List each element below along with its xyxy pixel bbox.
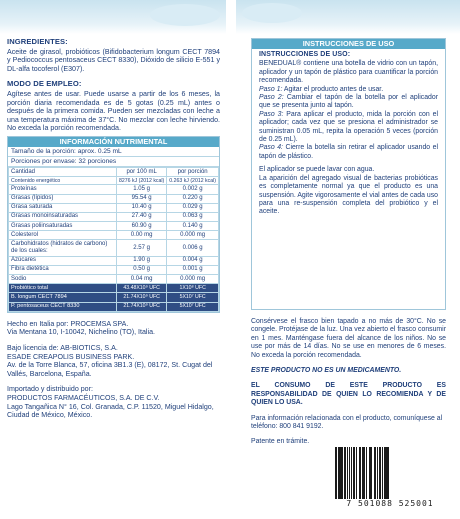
nutrition-row [9, 284, 219, 293]
nutrition-row [9, 240, 219, 256]
step-item [259, 94, 438, 111]
decorative-shape [242, 3, 302, 23]
nutrition-row [9, 222, 219, 231]
nutrient-value: 10.40 g [117, 203, 167, 212]
column-header: por 100 mL [117, 167, 167, 176]
license-park: ESADE CREAPOLIS BUSINESS PARK. [7, 352, 135, 361]
decorative-shape [150, 4, 220, 26]
step-number: Paso 2: [259, 94, 284, 102]
nutrient-value: 0.000 mg [167, 275, 219, 284]
nutrient-name: Contenido energético [9, 177, 117, 185]
patent-text: Patente en trámite. [251, 438, 310, 446]
nutrient-name: Carbohidratos (hidratos de carbono) de los cuales: [9, 240, 117, 256]
nutrient-value: 0.220 g [167, 194, 219, 203]
column-header: por porción [167, 167, 219, 176]
importer-address: Lago Tangañica N° 16, Col. Granada, C.P. 11520, Miguel Hidalgo, Ciudad de México, México. [7, 402, 214, 420]
made-in: Hecho en Italia por: PROCEMSA SPA. [7, 319, 129, 328]
nutrition-row [9, 293, 219, 302]
nutrient-value: 95.54 g [117, 194, 167, 203]
nutrient-value: 27.40 g [117, 212, 167, 221]
nutrient-value: 2.57 g [117, 240, 167, 256]
instructions-title: INSTRUCCIONES DE USO [252, 39, 445, 49]
nutrient-name: Grasas (lípidos) [9, 194, 117, 203]
storage-text: Consérvese el frasco bien tapado a no más de 30°C. No se congele. Protéjase de la luz. Una vez abierto el frasco consumir en 1 mes. Manténgase fuera del alcance de los niños. No se use por más de 14 días. No se use en menores de 6 meses. No exceda la porción recomendada. [251, 318, 446, 359]
nutrition-row [9, 265, 219, 274]
nutrient-name: Grasas poliinsaturadas [9, 222, 117, 231]
usage-text: Agítese antes de usar. Puede usarse a partir de los 6 meses, la porción diaria recomendada es de 5 gotas (0.25 mL) antes o después de la primera comida. Pueden ser mezcladas con leche a una temperatura máxima de 37°C. No mezclar con leche hirviendo. No exceda la porción recomendada. [7, 89, 220, 133]
portions-per-pack: Porciones por envase: 32 porciones [8, 157, 219, 167]
nutrient-value: 5X10⁷ UFC [167, 293, 219, 302]
nutrient-name: Sodio [9, 275, 117, 284]
nutrition-row [9, 231, 219, 240]
nutrient-value: 0.04 mg [117, 275, 167, 284]
nutrition-row [9, 302, 219, 311]
instructions-box [251, 38, 446, 310]
wash-note: El aplicador se puede lavar con agua. [259, 166, 375, 174]
step-item [259, 111, 438, 145]
nutrient-value: 1X10⁸ UFC [167, 284, 219, 293]
nutrient-name: Proteínas [9, 185, 117, 194]
usage-heading: MODO DE EMPLEO: [7, 79, 82, 89]
instructions-heading: INSTRUCCIONES DE USO: [259, 51, 351, 58]
step-number: Paso 3: [259, 110, 284, 118]
column-header: Cantidad [9, 167, 117, 176]
nutrition-table [7, 136, 220, 313]
barcode-bars [335, 447, 445, 499]
step-text: Para aplicar el producto, mida la porción con el aplicador; cada vez que se presiona el administrador se suministran 0.05 mL, repita la operación 5 veces (porción de 0.25 mL). [259, 110, 438, 144]
step-number: Paso 1: [259, 85, 283, 93]
step-number: Paso 4: [259, 144, 283, 152]
nutrient-value: 0.004 g [167, 256, 219, 265]
step-item [259, 144, 438, 161]
made-in-address: Via Mentana 10, I-10042, Nichelino (TO), Italia. [7, 328, 155, 337]
nutrient-value: 1.90 g [117, 256, 167, 265]
nutrition-row [9, 203, 219, 212]
barcode-bar [388, 447, 389, 499]
step-text: Agitar el producto antes de usar. [283, 85, 384, 93]
nutrition-row [9, 185, 219, 194]
nutrition-grid [8, 167, 219, 312]
nutrient-value: 0.263 kJ (2012 kcal) [167, 177, 219, 185]
left-content [7, 38, 220, 420]
nutrient-value: 21.74X10⁹ UFC [117, 293, 167, 302]
license: Bajo licencia de: AB-BIOTICS, S.A. [7, 343, 118, 352]
nutrition-header-row [9, 167, 219, 176]
right-panel [236, 0, 460, 519]
nutrient-name: Grasas monoinsaturadas [9, 212, 117, 221]
ingredients-heading: INGREDIENTES: [7, 37, 68, 46]
nutrition-row [9, 275, 219, 284]
barcode-number: 7 501088 525001 [346, 499, 434, 508]
nutrient-value: 0.002 g [167, 185, 219, 194]
nutrient-value: 0.029 g [167, 203, 219, 212]
responsibility-text: EL CONSUMO DE ESTE PRODUCTO ES RESPONSABILIDAD DE QUIEN LO RECOMIENDA Y DE QUIEN LO USA. [251, 382, 446, 407]
nutrient-value: 43.48X10⁹ UFC [117, 284, 167, 293]
ingredients-text: Aceite de girasol, probióticos (Bifidobacterium longum CECT 7894 y Pediococcus pentosaceus CECT 8330), Dióxido de silicio E-551 y DL-alfa tocoferol (E307). [7, 47, 220, 73]
nutrient-value: 5X10⁷ UFC [167, 302, 219, 311]
step-text: Cierre la botella sin retirar el aplicador usando el tapón de plástico. [259, 144, 438, 160]
nutrition-title: INFORMACIÓN NUTRIMENTAL [8, 137, 219, 147]
nutrient-value: 0.000 mg [167, 231, 219, 240]
nutrient-name: Probiótico total [9, 284, 117, 293]
nutrient-value: 0.140 g [167, 222, 219, 231]
nutrient-value: 1.05 g [117, 185, 167, 194]
nutrient-value: 0.001 g [167, 265, 219, 274]
nutrient-value: 0.063 g [167, 212, 219, 221]
appearance-note: La aparición del agregado visual de bacterias probióticas es completamente normal ya que el producto es una suspensión. Agite vigorosamente el vial antes de cada uso para una re-suspensión completa del probiótico y el aceite. [259, 174, 438, 216]
license-address: Av. de la Torre Blanca, 57, oficina 3B1.3 (E), 08172, St. Cugat del Vallés, Barcelona, España. [7, 361, 213, 378]
step-item [259, 86, 438, 94]
nutrition-row [9, 212, 219, 221]
nutrition-row [9, 194, 219, 203]
nutrient-value: 8276 kJ (2012 kcal) [117, 177, 167, 185]
nutrition-row [9, 177, 219, 185]
nutrient-value: 60.90 g [117, 222, 167, 231]
nutrient-value: 0.00 mg [117, 231, 167, 240]
barcode [335, 447, 445, 513]
portion-size: Tamaño de la porción: aprox. 0.25 mL [8, 147, 219, 157]
nutrient-value: 0.006 g [167, 240, 219, 256]
not-medicine-text: ESTE PRODUCTO NO ES UN MEDICAMENTO. [251, 367, 402, 375]
step-text: Cambiar el tapón de la botella por el aplicador que se presenta junto al tapón. [259, 94, 438, 110]
nutrient-name: Grasa saturada [9, 203, 117, 212]
importer-name: PRODUCTOS FARMACÉUTICOS, S.A. DE C.V. [7, 393, 160, 402]
nutrient-name: Colesterol [9, 231, 117, 240]
nutrient-value: 0.50 g [117, 265, 167, 274]
nutrient-name: B. longum CECT 7894 [9, 293, 117, 302]
nutrient-name: Fibra dietética [9, 265, 117, 274]
nutrient-value: 21.74X10⁹ UFC [117, 302, 167, 311]
importer: Importado y distribuido por: [7, 385, 93, 394]
step-list [259, 86, 438, 162]
nutrition-row [9, 256, 219, 265]
nutrient-name: P. pentosaceus CECT 8330 [9, 302, 117, 311]
nutrient-name: Azúcares [9, 256, 117, 265]
right-lower-text [251, 318, 446, 447]
contact-text: Para información relacionada con el producto, comuníquese al teléfono: 800 841 9192. [251, 414, 443, 431]
left-panel [0, 0, 226, 519]
instructions-intro: BENEDUAL® contiene una botella de vidrio con un tapón, aplicador y un tapón de plástico para cuantificar la porción recomendada. [259, 60, 438, 85]
instructions-body [252, 49, 445, 219]
